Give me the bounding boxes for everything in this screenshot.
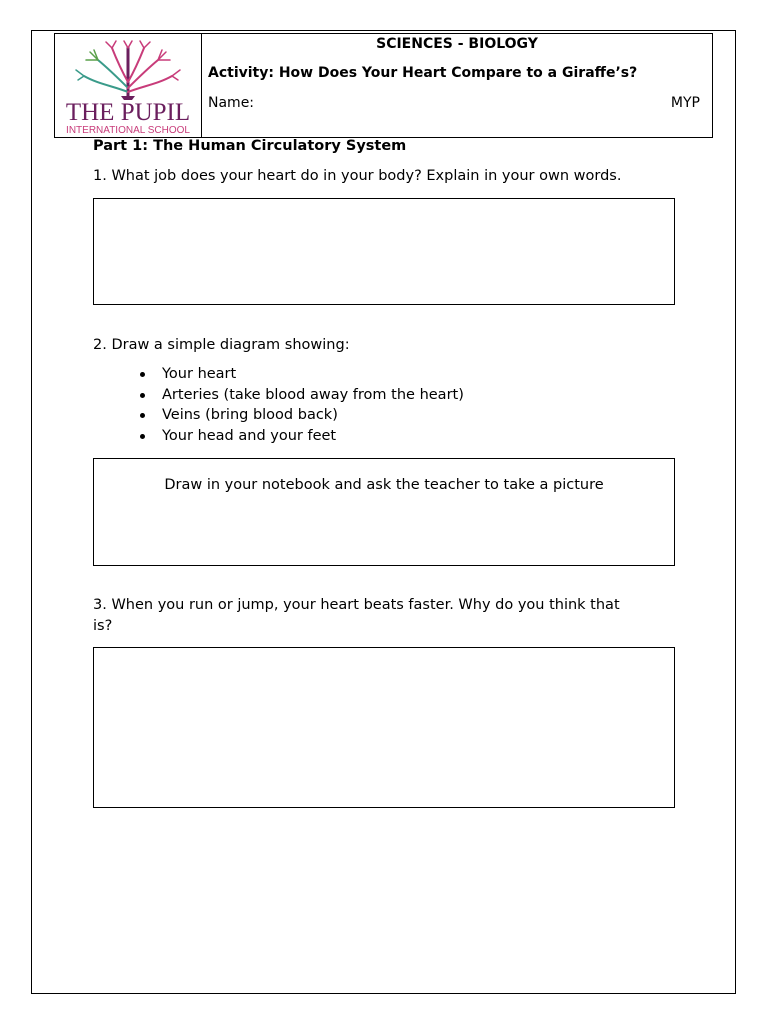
bullet-icon (140, 434, 145, 439)
answer-box-1[interactable] (93, 198, 675, 305)
logo-line2: INTERNATIONAL SCHOOL (66, 125, 190, 135)
list-item: Your heart (140, 364, 464, 385)
bullet-icon (140, 372, 145, 377)
box-2-instruction: Draw in your notebook and ask the teacher to take a picture (164, 477, 604, 493)
header-table (54, 33, 713, 138)
question-1: 1. What job does your heart do in your body? Explain in your own words. (93, 168, 622, 184)
part1-title: Part 1: The Human Circulatory System (93, 138, 407, 154)
subject-title: SCIENCES - BIOLOGY (376, 36, 538, 52)
question-2: 2. Draw a simple diagram showing: (93, 337, 350, 353)
question-3-line1: 3. When you run or jump, your heart beats faster. Why do you think that (93, 597, 620, 613)
list-item: Your head and your feet (140, 426, 464, 447)
question-3-line2: is? (93, 618, 113, 634)
list-item: Veins (bring blood back) (140, 405, 464, 426)
bullet-icon (140, 413, 145, 418)
answer-box-2[interactable] (93, 458, 675, 566)
diagram-list (140, 364, 464, 446)
answer-box-3[interactable] (93, 647, 675, 808)
list-item: Arteries (take blood away from the heart) (140, 385, 464, 406)
program-label: MYP (670, 95, 700, 111)
logo-line1: THE PUPIL (65, 99, 191, 126)
school-logo (58, 38, 198, 135)
activity-title: Activity: How Does Your Heart Compare to a Giraffe’s? (208, 65, 638, 81)
bullet-icon (140, 393, 145, 398)
name-label: Name: (208, 95, 255, 111)
